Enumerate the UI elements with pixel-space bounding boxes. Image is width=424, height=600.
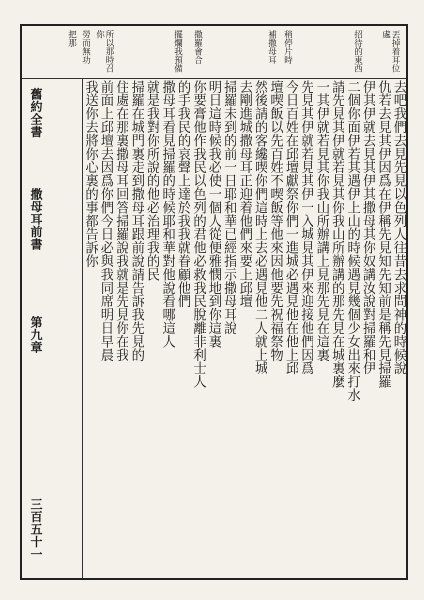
annotation-note: 稍停片時	[282, 30, 293, 64]
text-column: 前面上邱壇去因爲你們今日必與我同席明日早晨	[97, 80, 113, 362]
annotation-note: 勞而無功	[80, 30, 91, 64]
text-column: 明日這時候我必使一個人從便雅憫地到你這裏	[205, 80, 221, 348]
text-column: 掃羅在城門裏走到撒母耳跟前說請告訴我先見的	[128, 80, 144, 362]
annotation-note: 所以那時召你	[94, 30, 114, 73]
annotation-band	[22, 26, 406, 79]
text-column: 一其伊就若見其你我山所辦講上見那先見在這裏	[313, 80, 329, 362]
text-column: 就是我對你所說的他必治理我的民	[144, 80, 160, 281]
annotation-note: 把那	[66, 30, 77, 47]
page-number: 三百五十一	[29, 498, 43, 561]
text-column: 伊其伊就去見其伊其撒母其你奴講汝說對掃羅和伊	[360, 80, 376, 375]
text-column: 壇喫飯以先百姓不喫飯等他來因他要先祝福祭物	[267, 80, 283, 362]
text-column: 撒母耳看見掃羅的時候耶和華對他說看哪這人	[159, 80, 175, 348]
text-column: 請先見其伊就若見其你我山所辦講的那先見在城裏麼	[329, 80, 345, 389]
annotation-note: 招待的東西	[352, 30, 363, 73]
annotation-note: 丟掉着耳位處	[380, 30, 400, 73]
chapter-number: 第九章	[29, 316, 43, 354]
text-column: 去剛進城撒母耳正迎着他們來要上邱壇	[236, 80, 252, 308]
annotation-note: 撒羅會合	[192, 30, 203, 64]
text-column: 的手我民的哀聲上達於我我就眷顧他們	[175, 80, 191, 308]
annotation-note: 擺爛我預備	[172, 30, 183, 73]
book-title: 舊約全書	[29, 88, 43, 138]
text-column: 先見其伊就若見其伊一入城見其伊來迎接他們因爲	[298, 80, 314, 375]
text-column: 掃羅未到的前一日耶和華已經指示撒母耳說	[221, 80, 237, 335]
margin-column	[22, 78, 83, 578]
text-column: 你要膏他作我民以色列的君他必救我民脫離非利士人	[190, 80, 206, 389]
text-column: 去吧我們去見先見以色列人往昔去求問神的時候說	[391, 80, 406, 375]
main-text	[82, 78, 406, 578]
chapter-title: 撒母耳前書	[29, 188, 43, 251]
text-column: 住處在那裏撒母耳回答掃羅說我就是先見你在我	[113, 80, 129, 362]
text-column: 二個你面伊若其遇伊上山的時候遇見幾個少女出來打水	[344, 80, 360, 402]
annotation-note: 補撒母耳	[266, 30, 277, 64]
text-column: 今日百姓在邱壇獻祭你們一進城必遇見他在他上邱	[283, 80, 299, 375]
text-column: 仇若去見其伊因爲在伊稱先見知先知前是稱先見掃羅	[375, 80, 391, 389]
text-column: 我送你去將你心裏的事都告訴你	[82, 80, 98, 268]
text-column: 然後請的客纔喫你們這時上去必遇見他二人就上城	[252, 80, 268, 375]
